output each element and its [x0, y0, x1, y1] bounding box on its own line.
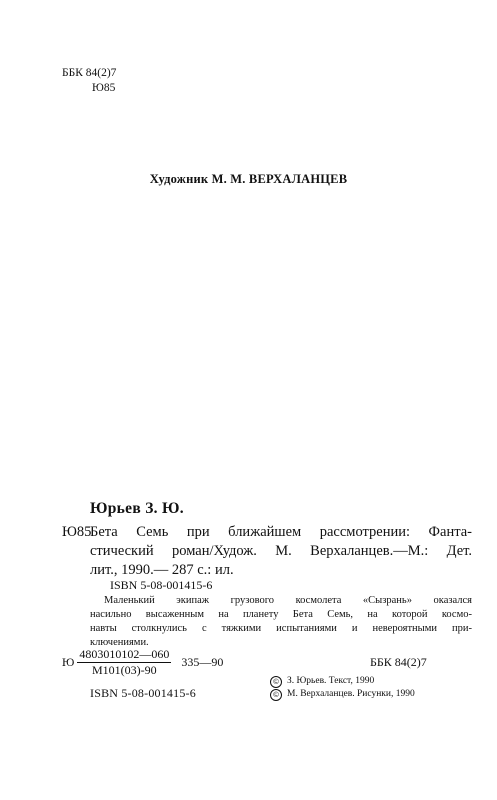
index-suffix: 335—90: [181, 654, 224, 669]
index-prefix: Ю: [62, 654, 75, 669]
index-numerator: 4803010102—060: [79, 646, 170, 661]
author-mark: Ю85: [92, 82, 116, 94]
title-line-2: стический роман/Худож. М. Верхаланцев.—М.: Дет.: [90, 543, 472, 559]
title-line-3: лит., 1990.— 287 с.: ил.: [90, 562, 234, 578]
copyright-line-art: [270, 688, 415, 701]
bbk-index: ББК 84(2)7: [370, 655, 427, 669]
annotation-line-4: ключениями.: [90, 637, 149, 648]
index-denominator: М101(03)-90: [92, 662, 157, 677]
bbk-header: [62, 66, 116, 96]
copyright-icon: ©: [270, 676, 282, 688]
annotation-line-3: навты столкнулись с тяжкими испытаниями и невероятными при-: [90, 623, 472, 634]
annotation-line-2: насильно высаженным на планету Бета Семь, на которой космо-: [90, 609, 472, 620]
title-line-1: Бета Семь при ближайшем рассмотрении: Фанта-: [90, 524, 472, 540]
copyright-block: [270, 675, 415, 701]
bbk-code: ББК 84(2)7: [62, 67, 117, 79]
illustrator-credit: Художник М. М. ВЕРХАЛАНЦЕВ: [149, 172, 348, 186]
index-fraction: [77, 647, 171, 678]
isbn-bottom: ISBN 5-08-001415-6: [90, 686, 196, 700]
catalog-author: Юрьев З. Ю.: [90, 500, 184, 517]
copyright-text-author: З. Юрьев. Текст, 1990: [287, 676, 375, 686]
catalog-isbn: ISBN 5-08-001415-6: [110, 578, 213, 592]
copyright-line-text: [270, 675, 415, 688]
index-formula: [62, 645, 223, 679]
annotation-line-1: Маленький экипаж грузового космолета «Сызрань» оказался: [104, 595, 472, 606]
catalog-author-mark: Ю85: [62, 524, 92, 540]
annotation: [90, 594, 472, 650]
catalog-title: [90, 523, 472, 580]
copyright-icon: ©: [270, 689, 282, 701]
copyright-text-illustrator: М. Верхаланцев. Рисунки, 1990: [287, 689, 415, 699]
